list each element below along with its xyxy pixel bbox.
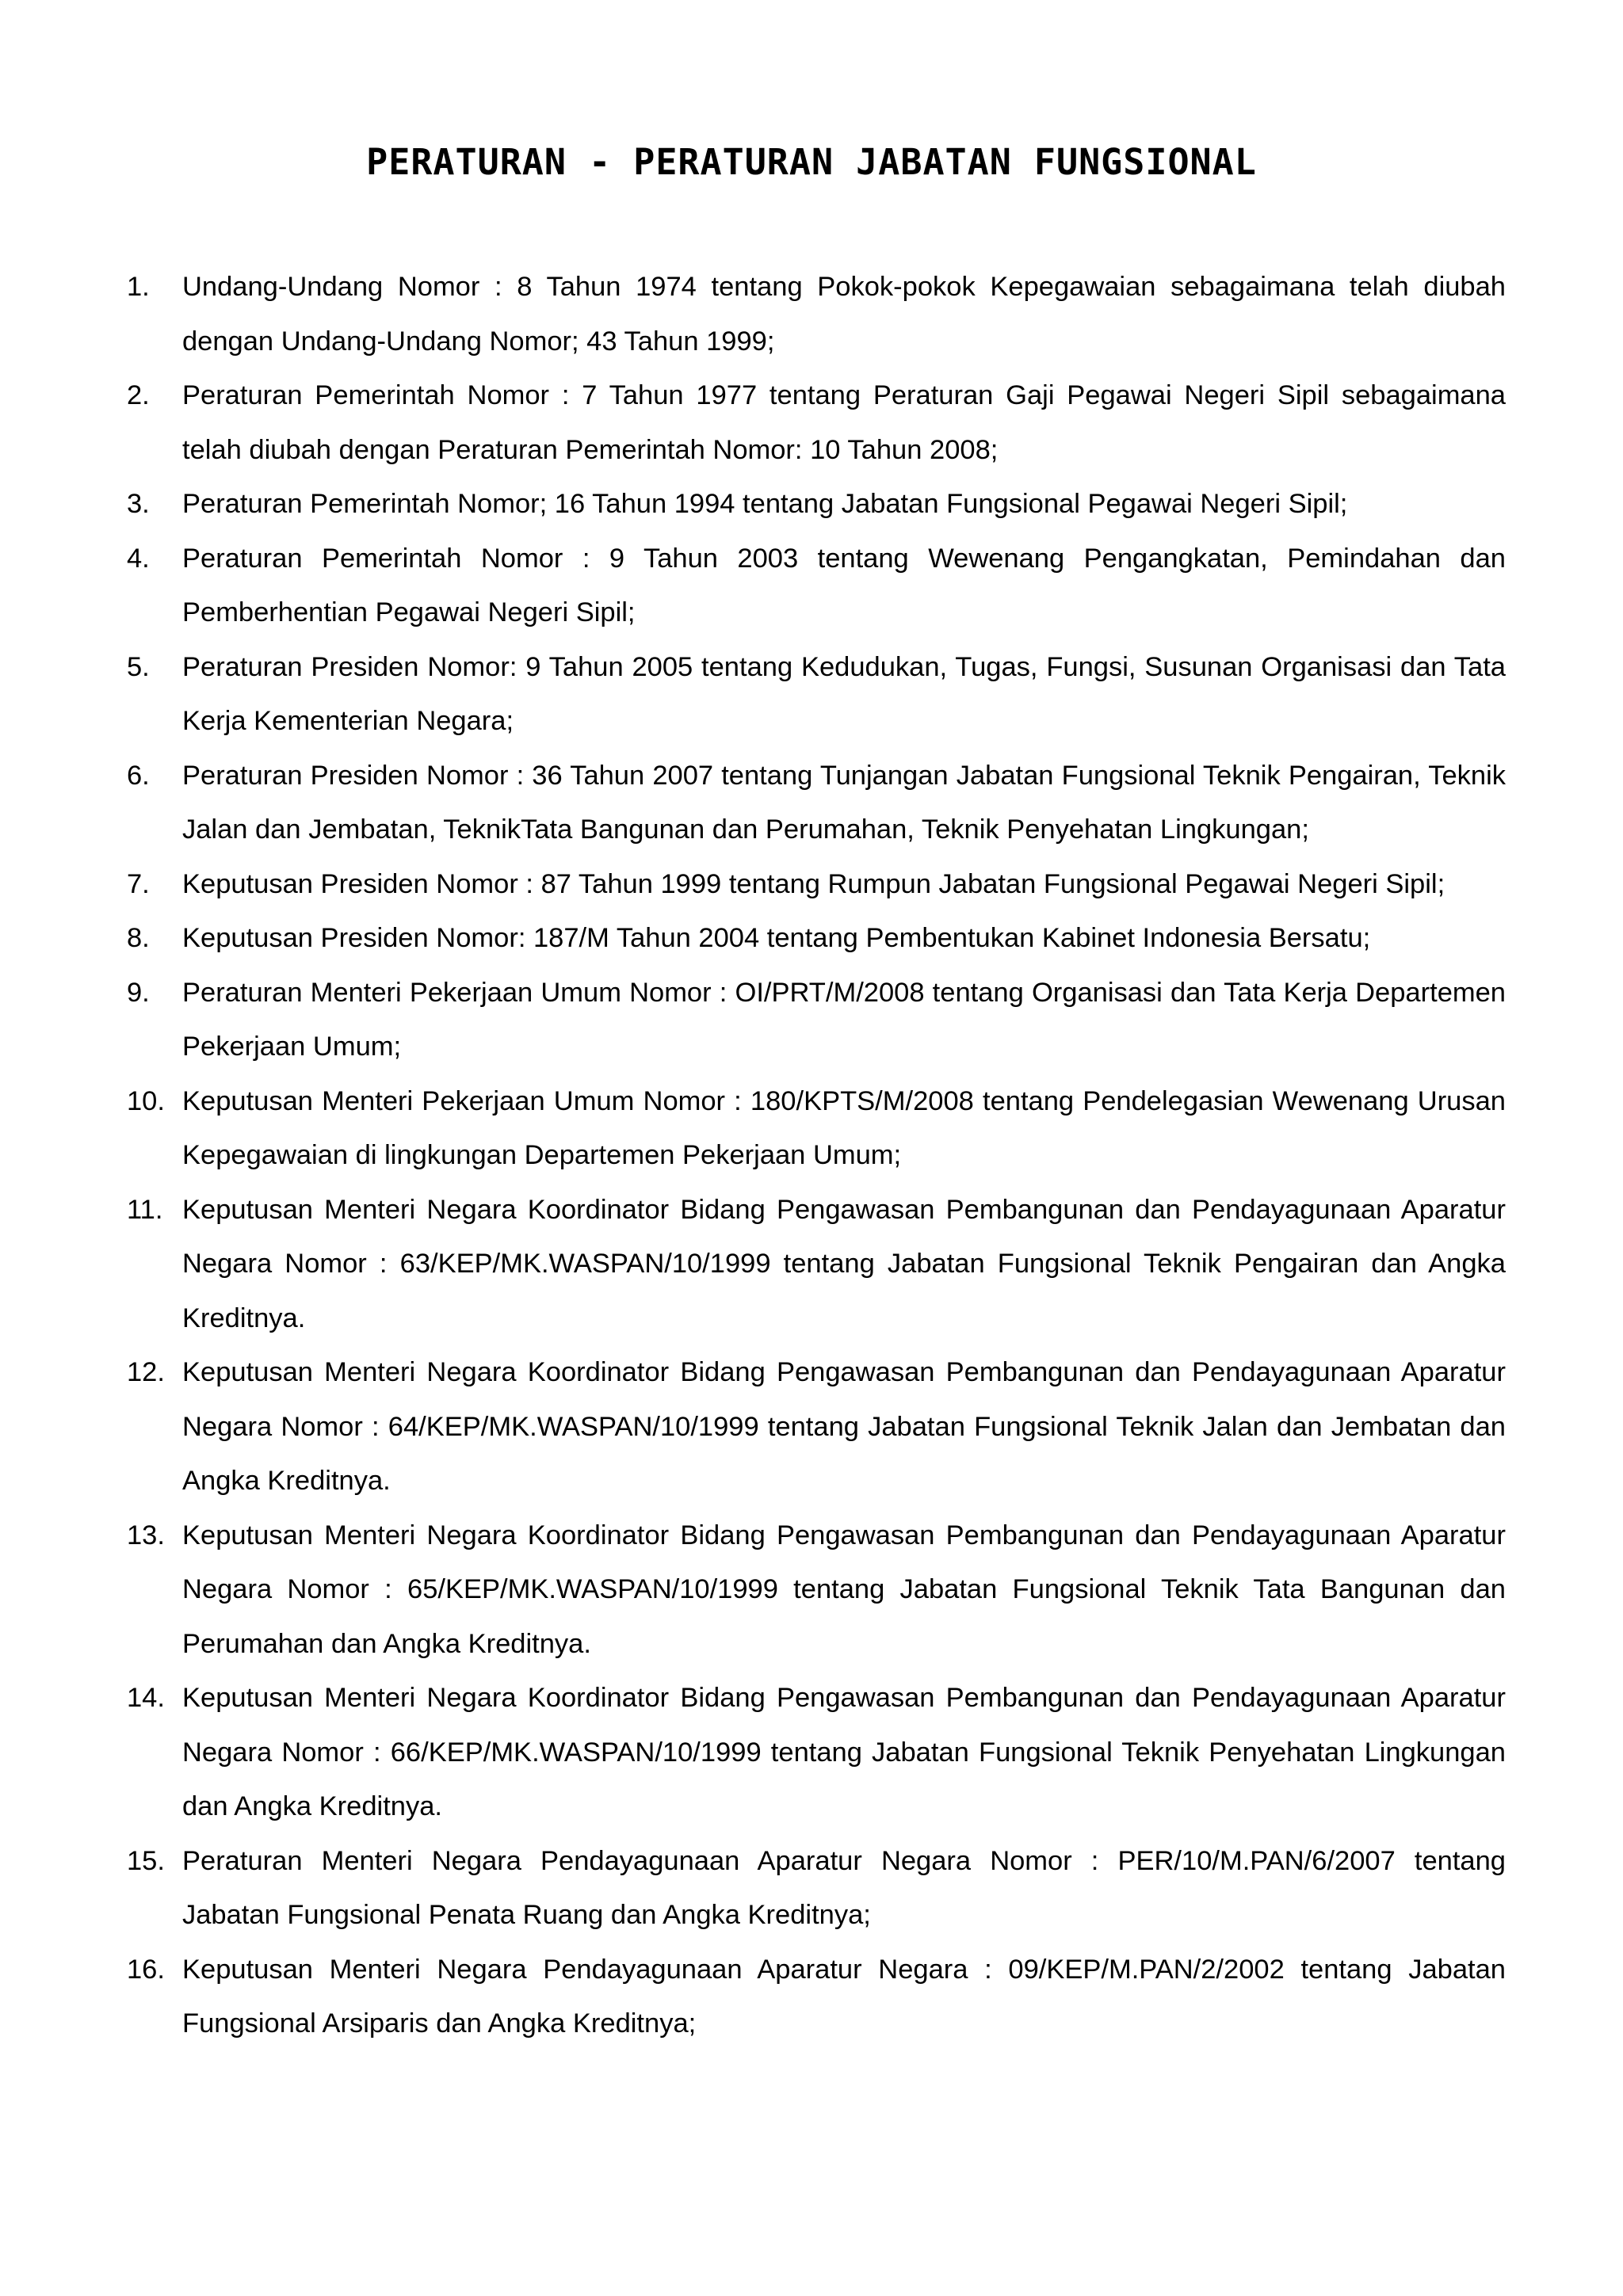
item-number: 2. <box>127 380 150 410</box>
list-item <box>127 911 1506 966</box>
item-text: Keputusan Menteri Negara Koordinator Bidang Pengawasan Pembangunan dan Pendayagunaan Aparatur Negara Nomor : 66/KEP/MK.WASPAN/10/1999 tentang Jabatan Fungsional Teknik Penyehatan Lingkungan dan Angka Kreditnya. <box>182 1683 1506 1821</box>
list-item <box>127 857 1506 912</box>
list-item <box>127 532 1506 640</box>
list-item <box>127 1345 1506 1508</box>
item-number: 14. <box>127 1683 165 1713</box>
item-text: Peraturan Menteri Pekerjaan Umum Nomor : OI/PRT/M/2008 tentang Organisasi dan Tata Kerja Departemen Pekerjaan Umum; <box>182 977 1506 1062</box>
list-item <box>127 1508 1506 1672</box>
list-item <box>127 1074 1506 1183</box>
item-text: Peraturan Pemerintah Nomor; 16 Tahun 1994 tentang Jabatan Fungsional Pegawai Negeri Sipil; <box>182 489 1348 519</box>
item-number: 13. <box>127 1520 165 1550</box>
list-item <box>127 640 1506 749</box>
item-number: 16. <box>127 1954 165 1985</box>
item-number: 10. <box>127 1085 165 1116</box>
list-item <box>127 749 1506 857</box>
item-number: 15. <box>127 1845 165 1876</box>
item-text: Keputusan Menteri Negara Koordinator Bidang Pengawasan Pembangunan dan Pendayagunaan Aparatur Negara Nomor : 63/KEP/MK.WASPAN/10/1999 tentang Jabatan Fungsional Teknik Pengairan dan Angka Kreditnya. <box>182 1194 1506 1333</box>
list-item <box>127 1834 1506 1943</box>
item-number: 5. <box>127 651 150 682</box>
item-number: 11. <box>127 1194 163 1225</box>
item-number: 1. <box>127 272 150 302</box>
list-item <box>127 477 1506 532</box>
item-text: Keputusan Presiden Nomor : 87 Tahun 1999 tentang Rumpun Jabatan Fungsional Pegawai Negeri Sipil; <box>182 868 1445 899</box>
list-item <box>127 1943 1506 2051</box>
item-text: Peraturan Presiden Nomor : 36 Tahun 2007 tentang Tunjangan Jabatan Fungsional Teknik Pengairan, Teknik Jalan dan Jembatan, TeknikTata Bangunan dan Perumahan, Teknik Penyehatan Lingkungan; <box>182 760 1506 845</box>
item-number: 7. <box>127 868 150 899</box>
list-item <box>127 1183 1506 1346</box>
item-text: Keputusan Menteri Negara Pendayagunaan Aparatur Negara : 09/KEP/M.PAN/2/2002 tentang Jabatan Fungsional Arsiparis dan Angka Kreditnya; <box>182 1954 1506 2039</box>
item-text: Keputusan Presiden Nomor: 187/M Tahun 2004 tentang Pembentukan Kabinet Indonesia Bersatu; <box>182 923 1371 953</box>
item-number: 4. <box>127 543 150 574</box>
item-text: Peraturan Menteri Negara Pendayagunaan Aparatur Negara Nomor : PER/10/M.PAN/6/2007 tentang Jabatan Fungsional Penata Ruang dan Angka Kreditnya; <box>182 1845 1506 1930</box>
item-text: Undang-Undang Nomor : 8 Tahun 1974 tentang Pokok-pokok Kepegawaian sebagaimana telah diubah dengan Undang-Undang Nomor; 43 Tahun 1999; <box>182 272 1506 357</box>
list-item <box>127 368 1506 477</box>
page-title: PERATURAN - PERATURAN JABATAN FUNGSIONAL <box>366 141 1257 183</box>
item-number: 9. <box>127 977 150 1008</box>
item-text: Peraturan Pemerintah Nomor : 9 Tahun 2003 tentang Wewenang Pengangkatan, Pemindahan dan Pemberhentian Pegawai Negeri Sipil; <box>182 543 1506 627</box>
item-number: 8. <box>127 923 150 953</box>
item-number: 6. <box>127 760 150 791</box>
item-number: 3. <box>127 489 150 519</box>
item-text: Keputusan Menteri Negara Koordinator Bidang Pengawasan Pembangunan dan Pendayagunaan Aparatur Negara Nomor : 65/KEP/MK.WASPAN/10/1999 tentang Jabatan Fungsional Teknik Tata Bangunan dan Perumahan dan Angka Kreditnya. <box>182 1520 1506 1659</box>
list-item <box>127 260 1506 368</box>
list-item <box>127 966 1506 1074</box>
regulation-list <box>127 260 1506 2051</box>
list-item <box>127 1671 1506 1834</box>
item-text: Peraturan Presiden Nomor: 9 Tahun 2005 tentang Kedudukan, Tugas, Fungsi, Susunan Organisasi dan Tata Kerja Kementerian Negara; <box>182 651 1506 736</box>
item-text: Keputusan Menteri Pekerjaan Umum Nomor : 180/KPTS/M/2008 tentang Pendelegasian Wewenang Urusan Kepegawaian di lingkungan Departemen Pekerjaan Umum; <box>182 1085 1506 1170</box>
item-text: Peraturan Pemerintah Nomor : 7 Tahun 1977 tentang Peraturan Gaji Pegawai Negeri Sipil sebagaimana telah diubah dengan Peraturan Pemerintah Nomor: 10 Tahun 2008; <box>182 380 1506 465</box>
item-text: Keputusan Menteri Negara Koordinator Bidang Pengawasan Pembangunan dan Pendayagunaan Aparatur Negara Nomor : 64/KEP/MK.WASPAN/10/1999 tentang Jabatan Fungsional Teknik Jalan dan Jembatan dan Angka Kreditnya. <box>182 1357 1506 1496</box>
item-number: 12. <box>127 1357 165 1387</box>
